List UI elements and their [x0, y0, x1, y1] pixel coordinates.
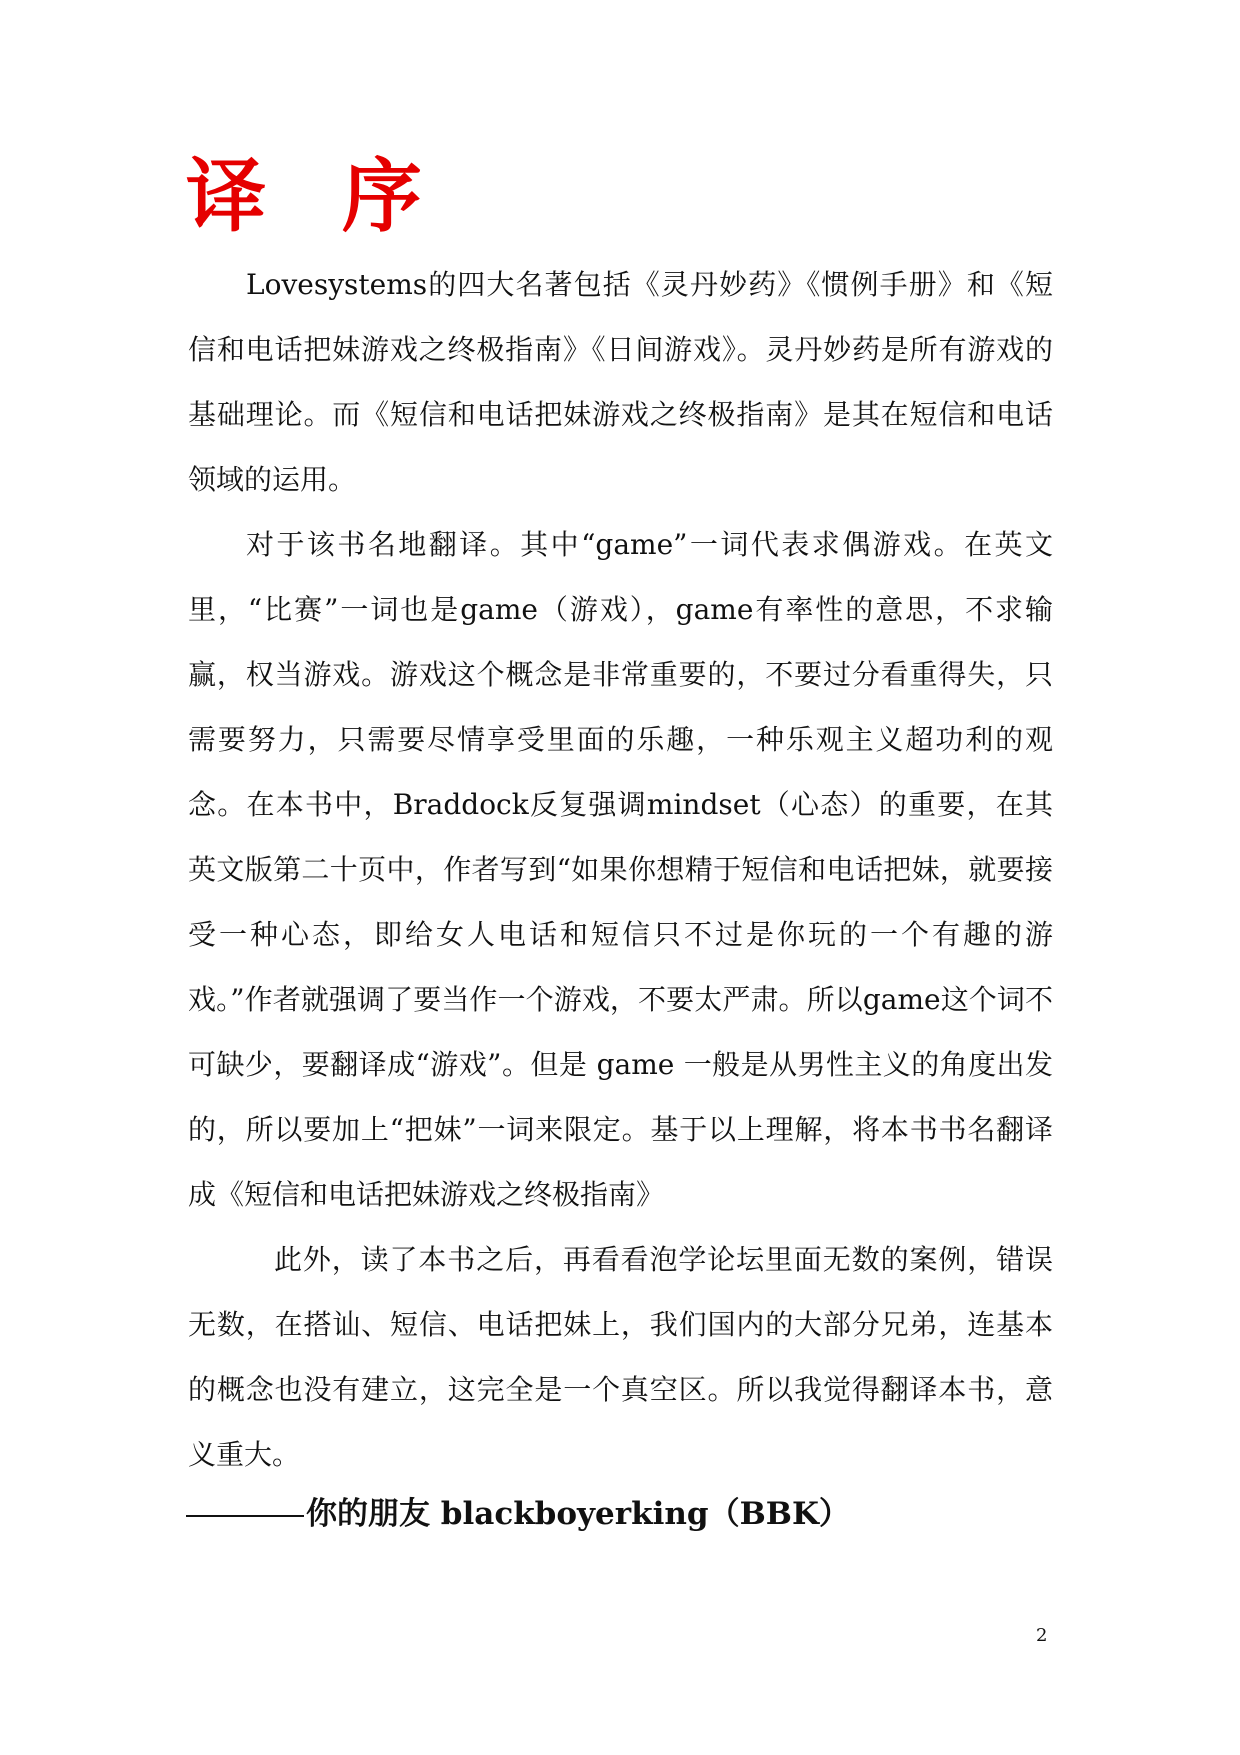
paragraph-intro: Lovesystems的四大名著包括《灵丹妙药》《惯例手册》和《短信和电话把妹游戏之终极指南》《日间游戏》。灵丹妙药是所有游戏的基础理论。而《短信和电话把妹游戏之终极指南》是其在短信和电话领域的运用。 [188, 268, 1053, 496]
page-number: 2 [1036, 1625, 1048, 1646]
paragraph-significance: 此外，读了本书之后，再看看泡学论坛里面无数的案例，错误无数，在搭讪、短信、电话把妹上，我们国内的大部分兄弟，连基本的概念也没有建立，这完全是一个真空区。所以我觉得翻译本书，意义重大。 [188, 1243, 1053, 1471]
page-title: 译 序 [186, 149, 446, 243]
signature-text: 你的朋友 blackboyerking（BBK） [306, 1496, 850, 1532]
signature-dash [186, 1515, 304, 1517]
paragraph-title-translation: 对于该书名地翻译。其中“game”一词代表求偶游戏。在英文里，“比赛”一词也是game（游戏），game有率性的意思，不求输赢，权当游戏。游戏这个概念是非常重要的，不要过分看重得失，只需要努力，只需要尽情享受里面的乐趣，一种乐观主义超功利的观念。在本书中，Braddock反复强调mindset（心态）的重要，在其英文版第二十页中，作者写到“如果你想精于短信和电话把妹，就要接受一种心态，即给女人电话和短信只不过是你玩的一个有趣的游戏。”作者就强调了要当作一个游戏，不要太严肃。所以game这个词不可缺少，要翻译成“游戏”。但是 game 一般是从男性主义的角度出发的，所以要加上“把妹”一词来限定。基于以上理解，将本书书名翻译成《短信和电话把妹游戏之终极指南》 [188, 528, 1053, 1211]
body-text [188, 252, 1053, 1487]
signature [186, 1484, 850, 1544]
